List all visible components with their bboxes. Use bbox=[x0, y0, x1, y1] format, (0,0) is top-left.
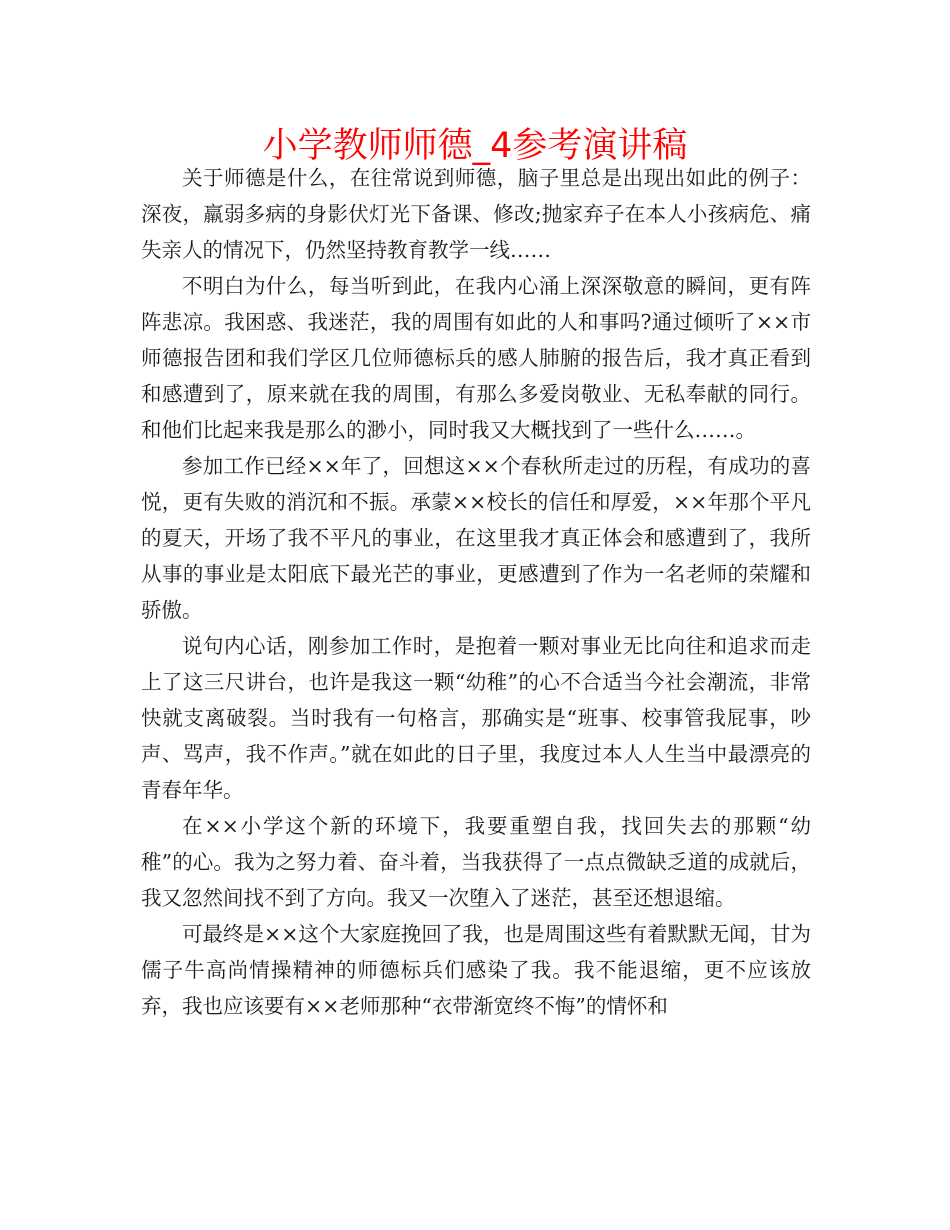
paragraph-2: 不明白为什么，每当听到此，在我内心涌上深深敬意的瞬间，更有阵阵悲凉。我困惑、我迷茫，我的周围有如此的人和事吗?通过倾听了××市师德报告团和我们学区几位师德标兵的感人肺腑的报告后，我才真正看到和感遭到了，原来就在我的周围，有那么多爱岗敬业、无私奉献的同行。和他们比起来我是那么的渺小，同时我又大概找到了一些什么……。 bbox=[141, 274, 811, 442]
paragraph-1: 关于师德是什么，在往常说到师德，脑子里总是出现出如此的例子：深夜，羸弱多病的身影伏灯光下备课、修改;抛家弃子在本人小孩病危、痛失亲人的情况下，仍然坚持教育教学一线…… bbox=[141, 166, 811, 262]
document-title: 小学教师师德_4参考演讲稿 bbox=[262, 126, 688, 166]
paragraph-6: 可最终是××这个大家庭挽回了我，也是周围这些有着默默无闻，甘为儒子牛高尚情操精神的师德标兵们感染了我。我不能退缩，更不应该放弃，我也应该要有××老师那种“衣带渐宽终不悔”的情怀和 bbox=[141, 922, 811, 1018]
paragraph-3: 参加工作已经××年了，回想这××个春秋所走过的历程，有成功的喜悦，更有失败的消沉和不振。承蒙××校长的信任和厚爱，××年那个平凡的夏天，开场了我不平凡的事业，在这里我才真正体会和感遭到了，我所从事的事业是太阳底下最光芒的事业，更感遭到了作为一名老师的荣耀和骄傲。 bbox=[141, 454, 811, 622]
paragraph-5: 在××小学这个新的环境下，我要重塑自我，找回失去的那颗“幼稚”的心。我为之努力着、奋斗着，当我获得了一点点微缺乏道的成就后，我又忽然间找不到了方向。我又一次堕入了迷茫，甚至还想退缩。 bbox=[141, 814, 811, 910]
paragraph-4: 说句内心话，刚参加工作时，是抱着一颗对事业无比向往和追求而走上了这三尺讲台，也许是我这一颗“幼稚”的心不合适当今社会潮流，非常快就支离破裂。当时我有一句格言，那确实是“班事、校事管我屁事，吵声、骂声，我不作声。”就在如此的日子里，我度过本人人生当中最漂亮的青春年华。 bbox=[141, 634, 811, 802]
document-body bbox=[141, 160, 811, 1024]
